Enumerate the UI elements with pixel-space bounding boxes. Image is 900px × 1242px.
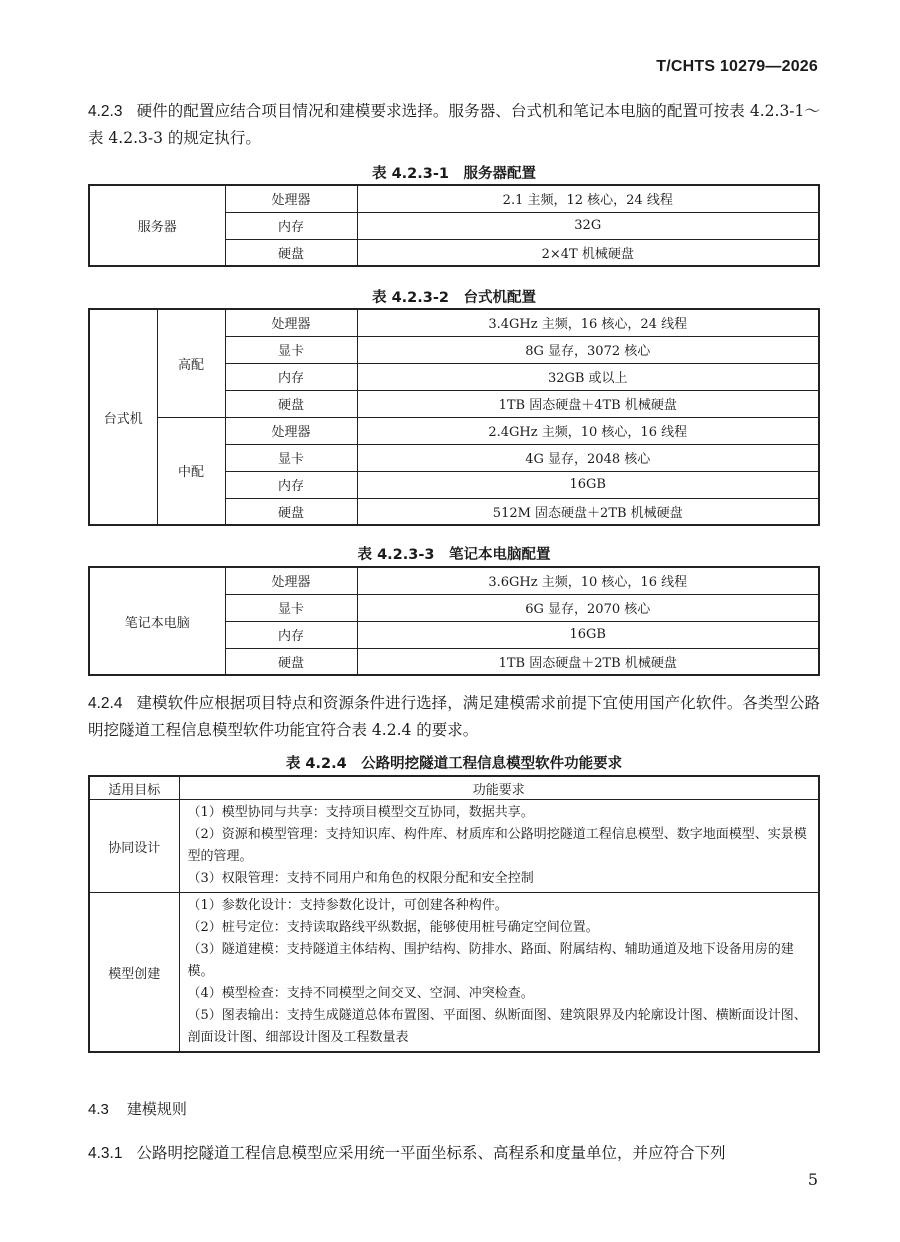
table-cell: 内存: [225, 621, 357, 648]
table-header-cell: 适用目标: [89, 776, 179, 800]
table-caption: 表 4.2.3-2 台式机配置: [372, 290, 536, 306]
table-caption: 表 4.2.3-3 笔记本电脑配置: [357, 547, 551, 563]
table-caption: 表 4.2.3-1 服务器配置: [372, 166, 536, 182]
clause-number: 4.2.3: [88, 103, 123, 120]
requirement-item: （5）图表输出：支持生成隧道总体布置图、平面图、纵断面图、建筑限界及内轮廓设计图、横断面设计图、剖面设计图、细部设计图及工程数量表: [187, 1008, 807, 1045]
table-target-cell: 模型创建: [89, 893, 179, 1053]
page-number: 5: [807, 1170, 818, 1189]
table-cell: 硬盘: [225, 390, 357, 417]
requirement-item: （3）隧道建模：支持隧道主体结构、围护结构、防排水、路面、附属结构、辅助通道及地下设备用房的建模。: [187, 942, 794, 979]
table-cell: 显卡: [225, 444, 357, 471]
table-cell: 处理器: [225, 567, 357, 594]
table-cell: 32GB 或以上: [357, 363, 819, 390]
table-caption: 表 4.2.4 公路明挖隧道工程信息模型软件功能要求: [285, 756, 623, 772]
table-group-label: 笔记本电脑: [89, 567, 225, 675]
table-cell: 内存: [225, 471, 357, 498]
table-cell: 16GB: [357, 621, 819, 648]
table-cell: 6G 显存，2070 核心: [357, 594, 819, 621]
table-subgroup-label: 高配: [157, 309, 225, 417]
server-config-table: [88, 184, 820, 267]
table-cell: 3.4GHz 主频，16 核心，24 线程: [357, 309, 819, 336]
table-cell: 16GB: [357, 471, 819, 498]
clause-4-2-3: [88, 98, 820, 152]
desktop-config-table: [88, 308, 820, 526]
table-cell: 处理器: [225, 417, 357, 444]
table-cell: 硬盘: [225, 498, 357, 525]
table-target-cell: 协同设计: [89, 800, 179, 893]
table-cell: 硬盘: [225, 239, 357, 266]
clause-4-3-1: [88, 1140, 820, 1167]
requirement-item: （1）模型协同与共享：支持项目模型交互协同，数据共享。: [187, 805, 534, 820]
requirement-cell: [179, 893, 819, 1053]
table-cell: 处理器: [225, 309, 357, 336]
table-subgroup-label: 中配: [157, 417, 225, 525]
table-cell: 2.1 主频，12 核心，24 线程: [357, 185, 819, 212]
requirement-cell: [179, 800, 819, 893]
table-cell: 8G 显存，3072 核心: [357, 336, 819, 363]
table-cell: 1TB 固态硬盘＋4TB 机械硬盘: [357, 390, 819, 417]
section-title: 建模规则: [126, 1100, 187, 1118]
table-cell: 32G: [357, 212, 819, 239]
table-cell: 硬盘: [225, 648, 357, 675]
clause-number: 4.3.1: [88, 1145, 123, 1162]
requirement-item: （3）权限管理：支持不同用户和角色的权限分配和安全控制: [187, 871, 534, 886]
table-cell: 内存: [225, 363, 357, 390]
document-id: T/CHTS 10279—2026: [656, 58, 818, 75]
clause-4-2-4: [88, 690, 820, 744]
table-cell: 2.4GHz 主频，10 核心，16 线程: [357, 417, 819, 444]
table-cell: 显卡: [225, 336, 357, 363]
clause-text: 建模软件应根据项目特点和资源条件进行选择，满足建模需求前提下宜使用国产化软件。各类型公路明挖隧道工程信息模型软件功能宜符合表 4.2.4 的要求。: [88, 694, 820, 739]
table-group-label: 台式机: [89, 309, 157, 525]
laptop-config-table: [88, 566, 820, 676]
requirement-item: （4）模型检查：支持不同模型之间交叉、空洞、冲突检查。: [187, 986, 534, 1001]
clause-number: 4.2.4: [88, 695, 123, 712]
clause-text: 硬件的配置应结合项目情况和建模要求选择。服务器、台式机和笔记本电脑的配置可按表 4.2.3-1～表 4.2.3-3 的规定执行。: [88, 102, 820, 147]
section-number: 4.3: [88, 1101, 109, 1118]
table-cell: 512M 固态硬盘＋2TB 机械硬盘: [357, 498, 819, 525]
section-heading: [88, 1098, 187, 1119]
table-cell: 4G 显存，2048 核心: [357, 444, 819, 471]
table-group-label: 服务器: [89, 185, 225, 266]
requirement-item: （1）参数化设计：支持参数化设计，可创建各种构件。: [187, 898, 508, 913]
clause-text: 公路明挖隧道工程信息模型应采用统一平面坐标系、高程系和度量单位，并应符合下列: [136, 1144, 726, 1162]
table-header-cell: 功能要求: [179, 776, 819, 800]
requirement-item: （2）资源和模型管理：支持知识库、构件库、材质库和公路明挖隧道工程信息模型、数字地面模型、实景模型的管理。: [187, 827, 807, 864]
requirement-item: （2）桩号定位：支持读取路线平纵数据，能够使用桩号确定空间位置。: [187, 920, 599, 935]
table-cell: 1TB 固态硬盘＋2TB 机械硬盘: [357, 648, 819, 675]
table-cell: 内存: [225, 212, 357, 239]
table-cell: 显卡: [225, 594, 357, 621]
table-cell: 2×4T 机械硬盘: [357, 239, 819, 266]
table-cell: 3.6GHz 主频，10 核心，16 线程: [357, 567, 819, 594]
table-cell: 处理器: [225, 185, 357, 212]
software-function-table: [88, 775, 820, 1053]
